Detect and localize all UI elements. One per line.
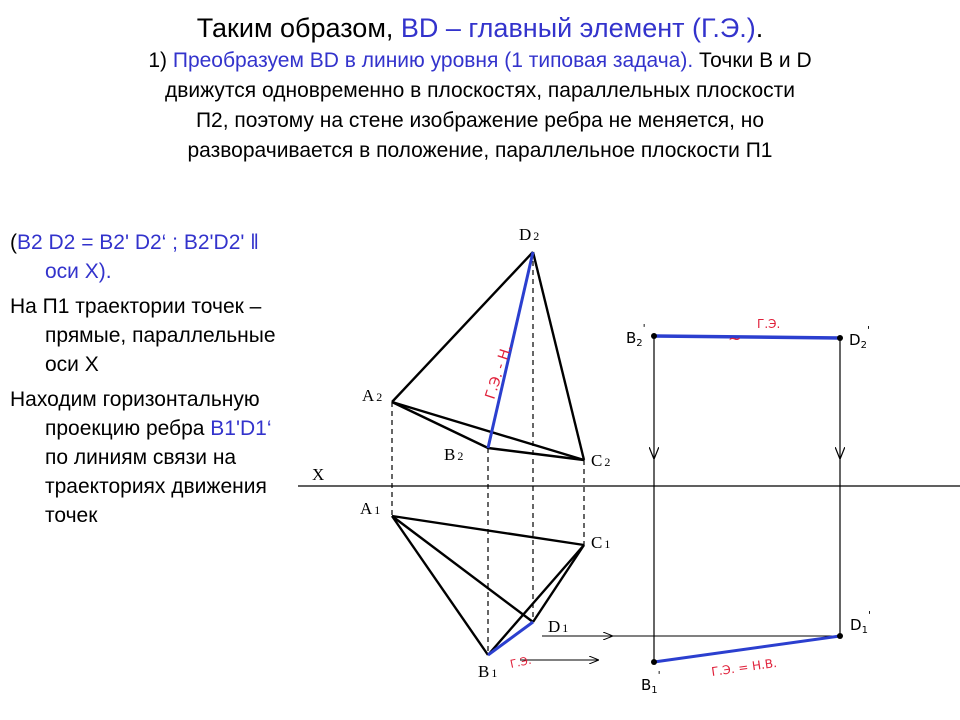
label-b1-prime-letter: B (641, 676, 652, 694)
label-d2-index: 2 (533, 229, 540, 243)
label-a1-index: 1 (374, 503, 381, 517)
label-c1-index: 1 (604, 537, 611, 551)
step-text: Точки В и D (693, 49, 812, 72)
trajectories (520, 636, 840, 660)
edge-b1d1 (488, 622, 533, 655)
label-d1-index: 1 (562, 621, 569, 635)
explanation-paragraph-2: На П1 траектории точек –прямые, параллельные оси Х (10, 295, 276, 376)
label-d1-prime-mark: ' (867, 609, 871, 622)
label-d2-prime-mark: ' (866, 324, 870, 337)
label-b2-index: 2 (457, 449, 464, 463)
point-d2p (837, 335, 843, 341)
annotation-ge-small: Г.Э. (508, 653, 533, 671)
label-c2-letter: C (591, 451, 603, 470)
step-number: 1) (148, 49, 173, 72)
label-c1-letter: C (591, 533, 603, 552)
annotation-ge-vertical: Г.Э. - Н. (482, 342, 516, 402)
annotation-ge-bottom: Г.Э. = Н.В. (710, 655, 778, 679)
title-line-3: движутся одновременно в плоскостях, параллельных плоскости (165, 79, 795, 102)
label-a2-index: 2 (376, 390, 383, 404)
p3-highlight: B1'D1‘ (210, 417, 272, 440)
title-text-highlight: BD – главный элемент (Г.Э.) (400, 13, 756, 43)
edge-b2p-d2p (654, 336, 840, 338)
primed-labels (626, 322, 871, 696)
title-line-4: П2, поэтому на стене изображение ребра не меняется, но (195, 109, 765, 132)
label-b2-prime-letter: B (626, 329, 637, 347)
label-d2-prime (849, 324, 870, 351)
step-highlight: Преобразуем BD в линию уровня (1 типовая задача). (172, 49, 694, 72)
title-line-5: разворачивается в положение, параллельное плоскости П1 (187, 139, 773, 162)
label-d1-prime (850, 609, 871, 636)
label-b1-letter: B (478, 662, 490, 681)
label-a2 (362, 386, 382, 405)
annotation-ge-top: Г.Э. (757, 317, 781, 331)
label-a2-letter: A (362, 386, 375, 405)
label-b1-prime-mark: ' (657, 669, 661, 682)
label-b2 (444, 445, 463, 464)
title-text-end: . (755, 13, 764, 43)
label-d1-prime-letter: D (850, 616, 862, 634)
label-b1-prime-index: 1 (651, 685, 658, 696)
title-text-plain: Таким образом, (196, 13, 401, 43)
label-c2-index: 2 (604, 455, 611, 469)
point-d1p (837, 633, 843, 639)
label-b1-index: 1 (491, 666, 498, 680)
label-b1-prime (641, 669, 661, 696)
label-c1 (591, 533, 610, 552)
axis-x-label: X (312, 465, 325, 484)
label-a1-letter: A (360, 499, 373, 518)
label-d2-prime-letter: D (849, 331, 861, 349)
equality-text: B2 D2 = B2' D2‘ ; B2'D2' ǁ оси Х). (17, 231, 259, 283)
label-a1 (360, 499, 380, 518)
p3-text-end: по линиям связи на траекториях движения точек (45, 446, 267, 527)
paren: ( (10, 231, 17, 254)
label-d1 (548, 617, 568, 636)
label-d1-letter: D (548, 617, 561, 636)
point-b1p (651, 659, 657, 665)
label-b1 (478, 662, 497, 681)
label-d2-letter: D (519, 225, 532, 244)
edge-b1p-d1p (654, 636, 840, 662)
transformed-links (654, 338, 840, 662)
label-d2-prime-index: 2 (860, 340, 867, 351)
label-d2 (519, 225, 539, 244)
label-c2 (591, 451, 610, 470)
label-b2-prime-mark: ' (642, 322, 646, 335)
frontal-projection (392, 252, 584, 460)
label-b2-letter: B (444, 445, 456, 464)
point-b2p (651, 333, 657, 339)
p3-text: Находим горизонтальную проекцию ребра (10, 388, 260, 440)
label-b2-prime-index: 2 (636, 338, 643, 349)
annotation-tilde: ~ (728, 329, 742, 348)
link-lines (392, 252, 584, 655)
label-b2-prime (626, 322, 646, 349)
label-d1-prime-index: 1 (861, 625, 868, 636)
